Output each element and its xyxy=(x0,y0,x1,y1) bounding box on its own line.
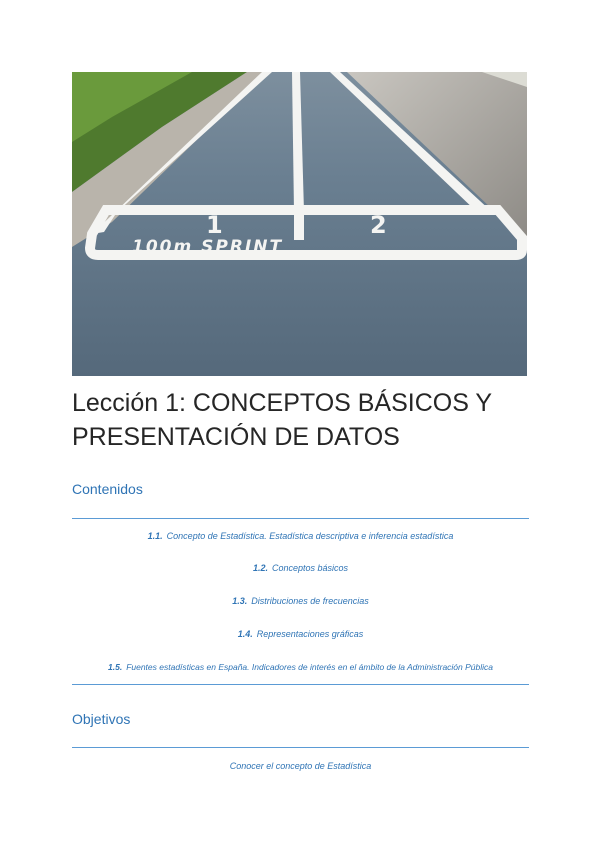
page-title-line-1: Lección 1: CONCEPTOS BÁSICOS Y xyxy=(72,389,493,417)
toc-item[interactable] xyxy=(72,596,529,606)
hero-track-image xyxy=(72,72,527,376)
toc-item[interactable] xyxy=(72,662,529,672)
toc-item-number: 1.2. xyxy=(252,563,268,573)
toc-item-number: 1.5. xyxy=(108,662,123,672)
toc-item-number: 1.4. xyxy=(237,629,253,639)
contents-bottom-divider xyxy=(72,684,529,685)
toc-item-number: 1.1. xyxy=(147,531,163,541)
toc-item[interactable] xyxy=(72,531,529,541)
toc-item[interactable] xyxy=(72,629,529,639)
objectives-divider xyxy=(72,747,529,748)
contents-top-divider xyxy=(72,518,529,519)
toc-item[interactable] xyxy=(72,563,529,573)
toc-item-number: 1.3. xyxy=(232,596,248,606)
lane-number-1: 1 xyxy=(206,211,223,239)
toc-item-label: Distribuciones de frecuencias xyxy=(251,596,369,606)
toc-item-label: Conceptos básicos xyxy=(271,563,349,573)
page-title xyxy=(72,386,532,454)
objectives-heading: Objetivos xyxy=(72,711,131,727)
lane-number-2: 2 xyxy=(370,211,387,239)
page-title-line-2: PRESENTACIÓN DE DATOS xyxy=(72,423,400,451)
toc-item-label: Representaciones gráficas xyxy=(256,629,364,639)
objective-item: Conocer el concepto de Estadística xyxy=(229,761,372,771)
toc-item-label: Concepto de Estadística. Estadística descriptiva e inferencia estadística xyxy=(166,531,454,541)
toc-item-label: Fuentes estadísticas en España. Indicadores de interés en el ámbito de la Administración Pública xyxy=(126,662,493,672)
track-start-text: 100m SPRINT xyxy=(132,237,284,257)
contents-heading: Contenidos xyxy=(72,481,143,497)
